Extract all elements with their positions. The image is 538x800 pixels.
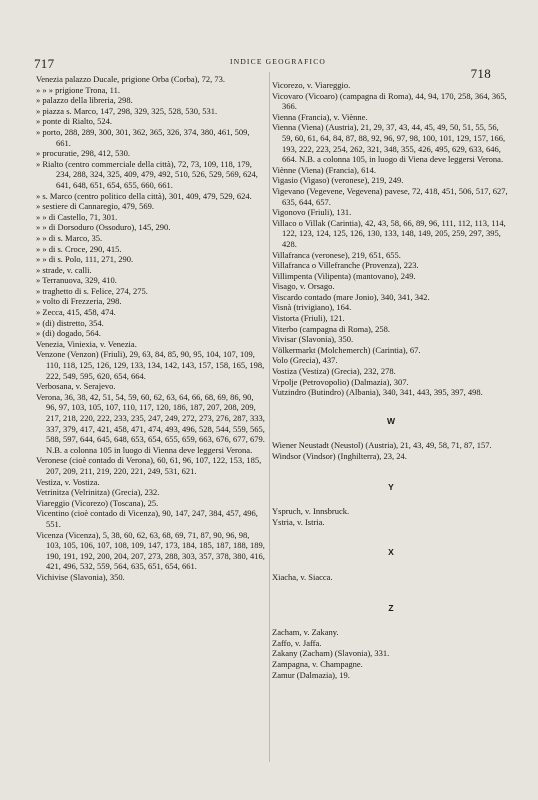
running-head: INDICE GEOGRAFICO (230, 57, 327, 66)
index-entry: » » di Castello, 71, 301. (36, 211, 118, 222)
index-entry: Zaffo, v. Jaffa. (272, 637, 322, 648)
column-divider (269, 72, 270, 762)
index-entry: Villaco o Villak (Carintia), 42, 43, 58, 66, 89, 96, 111, 112, 113, 114, 122, 123, 124, 125, 126, 130, 133, 148, 149, 205, 259, 297, 395, 428. (272, 217, 506, 249)
index-entry: Vichivise (Slavonia), 350. (36, 571, 125, 582)
index-entry: Vigevano (Vegevene, Vegevena) pavese, 72, 418, 451, 506, 517, 627, 635, 644, 657. (272, 185, 508, 207)
index-entry: » traghetto di s. Felice, 274, 275. (36, 285, 148, 296)
index-entry: Volo (Grecia), 437. (272, 355, 338, 366)
left-page-number: 717 (34, 56, 55, 71)
index-entry: » » di Dorsoduro (Ossoduro), 145, 290. (36, 222, 171, 233)
index-entry: » porto, 288, 289, 300, 301, 362, 365, 326, 374, 380, 461, 509, 661. (36, 126, 250, 148)
index-entry: » palazzo della libreria, 298. (36, 95, 133, 106)
entries-y (272, 506, 510, 527)
index-entry: » » di s. Marco, 35. (36, 232, 103, 243)
index-entry: Vutzindro (Butindro) (Albania), 340, 341, 443, 395, 397, 498. (272, 387, 483, 398)
index-entry: Venezia, Viniexia, v. Venezia. (36, 338, 137, 349)
index-entry: Viscardo contado (mare Jonio), 340, 341, 342. (272, 291, 430, 302)
index-entry: Vostiza (Vestiza) (Grecia), 232, 278. (272, 366, 396, 377)
index-entry: » volto di Frezzeria, 298. (36, 296, 122, 307)
index-entry: Villafranca (veronese), 219, 651, 655. (272, 249, 401, 260)
index-entry: » procuratie, 298, 412, 530. (36, 148, 130, 159)
index-entry: Visnà (trivigiano), 164. (272, 302, 352, 313)
section-heading-y: Y (388, 481, 394, 492)
index-entry: Vicorezo, v. Viareggio. (272, 80, 351, 90)
index-entry: Veronese (cioè contado di Verona), 60, 61, 96, 107, 122, 153, 185, 207, 209, 211, 219, 220, 221, 249, 531, 621. (36, 455, 262, 476)
index-entry: Vicentino (cioè contado di Vicenza), 90, 147, 247, 384, 457, 496, 551. (36, 508, 258, 529)
index-entry: Vetrinitza (Velrinitza) (Grecia), 232. (36, 487, 160, 498)
index-entry: Zampagna, v. Champagne. (272, 658, 363, 669)
index-entry: Xiacha, v. Siacca. (272, 571, 333, 582)
index-entry: Wiener Neustadt (Neustol) (Austria), 21, 43, 49, 58, 71, 87, 157. (272, 440, 492, 451)
index-entry: » Zecca, 415, 458, 474. (36, 307, 116, 318)
index-entry: Vicenza (Vicenza), 5, 38, 60, 62, 63, 68, 69, 71, 87, 90, 96, 98, 103, 105, 106, 107, 108, 109, 147, 173, 184, 185, 187, 188, 189, 190, 191, 192, 200, 204, 207, 273, 288, 303, 357, 378, 380, 416, 421, 496, 532, 559, 564, 635, 651, 654, 661. (36, 529, 265, 572)
index-entry: Vivisar (Slavonia), 350. (272, 334, 354, 345)
right-index-column (272, 80, 510, 680)
index-entry: Windsor (Vindsor) (Inghilterra), 23, 24. (272, 451, 407, 461)
entries-z (272, 627, 510, 680)
entries-x (272, 572, 510, 583)
index-entry: » Rialto (centro commerciale della città), 72, 73, 109, 118, 179, 234, 288, 324, 325, 409, 479, 492, 510, 526, 529, 569, 624, 641, 648, 651, 654, 655, 660, 661. (36, 158, 258, 190)
section-heading-w: W (386, 415, 396, 426)
index-entry: Venzone (Venzon) (Friuli), 29, 63, 84, 85, 90, 95, 104, 107, 109, 110, 118, 125, 126, 129, 133, 134, 142, 143, 157, 158, 165, 198, 222, 549, 595, 620, 654, 664. (36, 349, 265, 381)
index-entry: Zamur (Dalmazia), 19. (272, 669, 350, 680)
index-entry: Vigonovo (Friuli), 131. (272, 207, 352, 218)
index-entry: » » di s. Croce, 290, 415. (36, 243, 122, 254)
index-entry: Vienna (Viena) (Austria), 21, 29, 37, 43, 44, 45, 49, 50, 51, 55, 56, 59, 60, 61, 64, 84, 87, 88, 92, 96, 97, 98, 100, 101, 129, 157, 166, 193, 222, 223, 254, 262, 321, 348, 355, 426, 495, 629, 633, 646, 664. N.B. a colonna 105, in luogo di Viena deve leggersi Verona. (272, 122, 506, 165)
index-entry: » (di) dogado, 564. (36, 328, 101, 339)
index-entry: » sestiere di Cannaregio, 479, 569. (36, 201, 155, 212)
index-entry: » strade, v. calli. (36, 264, 92, 275)
section-heading-x: X (388, 547, 394, 558)
index-entry: Vrpolje (Petrovopolio) (Dalmazia), 307. (272, 376, 409, 387)
index-entry: Viterbo (campagna di Roma), 258. (272, 323, 390, 334)
index-entry: » Terranuova, 329, 410. (36, 275, 117, 286)
index-entry: Vestiza, v. Vostiza. (36, 476, 100, 487)
index-entry: Vienna (Francia), v. Viènne. (272, 111, 368, 122)
index-entry: » s. Marco (centro politico della città), 301, 409, 479, 529, 624. (36, 190, 252, 201)
index-entry: Vistorta (Friuli), 121. (272, 313, 345, 324)
left-index-column (36, 74, 266, 583)
index-entry: Zacham, v. Zakany. (272, 627, 339, 638)
index-entry: » (di) distretto, 354. (36, 317, 104, 328)
index-entry: Vicovaro (Vicoaro) (campagna di Roma), 44, 94, 170, 258, 364, 365, 366. (272, 90, 507, 112)
index-entry: Venezia palazzo Ducale, prigione Orba (Corba), 72, 73. (36, 74, 226, 84)
index-entry: Villafranca o Villefranche (Provenza), 223. (272, 260, 419, 271)
index-entry: » piazza s. Marco, 147, 298, 329, 325, 528, 530, 531. (36, 105, 218, 116)
index-entry: Villimpenta (Vilipenta) (mantovano), 249. (272, 270, 416, 281)
section-heading-z: Z (388, 602, 394, 613)
index-entry: Viènne (Viena) (Francia), 614. (272, 164, 377, 175)
index-entry: Zakany (Zacham) (Slavonia), 331. (272, 648, 390, 659)
index-entry: » » » prigione Trona, 11. (36, 84, 120, 95)
index-entry: Vigasio (Vigaso) (veronese), 219, 249. (272, 175, 404, 186)
entries-v (272, 80, 510, 398)
right-page-number: 718 (470, 66, 491, 81)
index-entry: Völkermarkt (Molchemerch) (Carintia), 67. (272, 344, 421, 355)
index-entry: » ponte di Rialto, 524. (36, 116, 113, 127)
index-entry: Verona, 36, 38, 42, 51, 54, 59, 60, 62, 63, 64, 66, 68, 69, 86, 90, 96, 97, 103, 105, 107, 110, 117, 120, 186, 187, 207, 208, 209, 217, 218, 220, 222, 233, 235, 247, 249, 272, 273, 276, 287, 333, 337, 379, 417, 421, 458, 471, 474, 493, 496, 528, 544, 559, 565, 588, 597, 644, 645, 648, 653, 654, 655, 659, 663, 676, 677, 679. N.B. a colonna 105 in luogo di Vienna deve leggersi Verona. (36, 391, 265, 455)
index-entry: Yspruch, v. Innsbruck. (272, 506, 350, 517)
index-entry: Ystria, v. Istria. (272, 516, 325, 527)
index-entry: Verbosana, v. Serajevo. (36, 381, 116, 392)
index-entry: » » di s. Polo, 111, 271, 290. (36, 254, 134, 265)
index-entry: Visago, v. Orsago. (272, 281, 335, 292)
entries-w (272, 440, 510, 461)
index-entry: Viareggio (Vicorezo) (Toscana), 25. (36, 497, 159, 508)
